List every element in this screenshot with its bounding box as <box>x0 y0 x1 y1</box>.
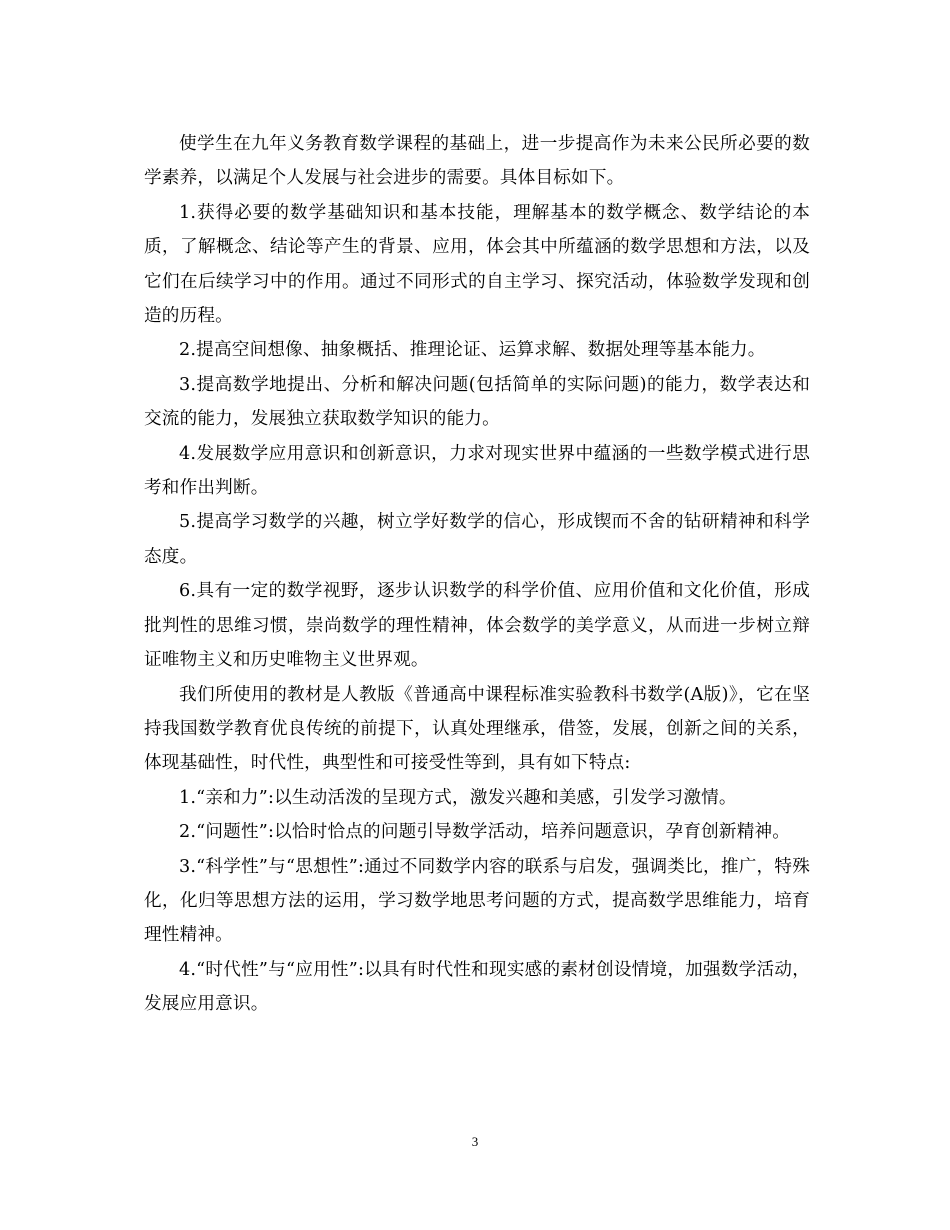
paragraph-goal-4: 4.发展数学应用意识和创新意识，力求对现实世界中蕴涵的一些数学模式进行思考和作出判断。 <box>144 443 810 499</box>
paragraph-textbook: 我们所使用的教材是人教版《普通高中课程标准实验教科书数学(A版)》，它在坚持我国数学教育优良传统的前提下，认真处理继承，借签，发展，创新之间的关系，体现基础性，时代性，典型性和可接受性等到，具有如下特点: <box>144 684 810 774</box>
paragraph-goal-2: 2.提高空间想像、抽象概括、推理论证、运算求解、数据处理等基本能力。 <box>179 340 766 361</box>
paragraph-feature-4: 4.“时代性”与“应用性”:以具有时代性和现实感的素材创设情境，加强数学活动，发展应用意识。 <box>144 959 810 1015</box>
paragraph-goal-3: 3.提高数学地提出、分析和解决问题(包括简单的实际问题)的能力，数学表达和交流的能力，发展独立获取数学知识的能力。 <box>144 374 810 430</box>
page-number: 3 <box>471 1134 479 1149</box>
paragraph-feature-3: 3.“科学性”与“思想性”:通过不同数学内容的联系与启发，强调类比，推广，特殊化，化归等思想方法的运用，学习数学地思考问题的方式，提高数学思维能力，培育理性精神。 <box>144 856 810 946</box>
paragraph-goal-1: 1.获得必要的数学基础知识和基本技能，理解基本的数学概念、数学结论的本质，了解概念、结论等产生的背景、应用，体会其中所蕴涵的数学思想和方法，以及它们在后续学习中的作用。通过不同形式的自主学习、探究活动，体验数学发现和创造的历程。 <box>144 202 810 327</box>
paragraph-intro: 使学生在九年义务教育数学课程的基础上，进一步提高作为未来公民所必要的数学素养，以满足个人发展与社会进步的需要。具体目标如下。 <box>144 134 810 189</box>
paragraph-feature-2: 2.“问题性”:以恰时恰点的问题引导数学活动，培养问题意识，孕育创新精神。 <box>179 822 791 843</box>
paragraph-feature-1: 1.“亲和力”:以生动活泼的呈现方式，激发兴趣和美感，引发学习激情。 <box>179 787 737 808</box>
document-body <box>144 127 810 1022</box>
paragraph-goal-5: 5.提高学习数学的兴趣，树立学好数学的信心，形成锲而不舍的钻研精神和科学态度。 <box>144 512 810 567</box>
paragraph-goal-6: 6.具有一定的数学视野，逐步认识数学的科学价值、应用价值和文化价值，形成批判性的思维习惯，崇尚数学的理性精神，体会数学的美学意义，从而进一步树立辩证唯物主义和历史唯物主义世界观。 <box>144 581 810 671</box>
